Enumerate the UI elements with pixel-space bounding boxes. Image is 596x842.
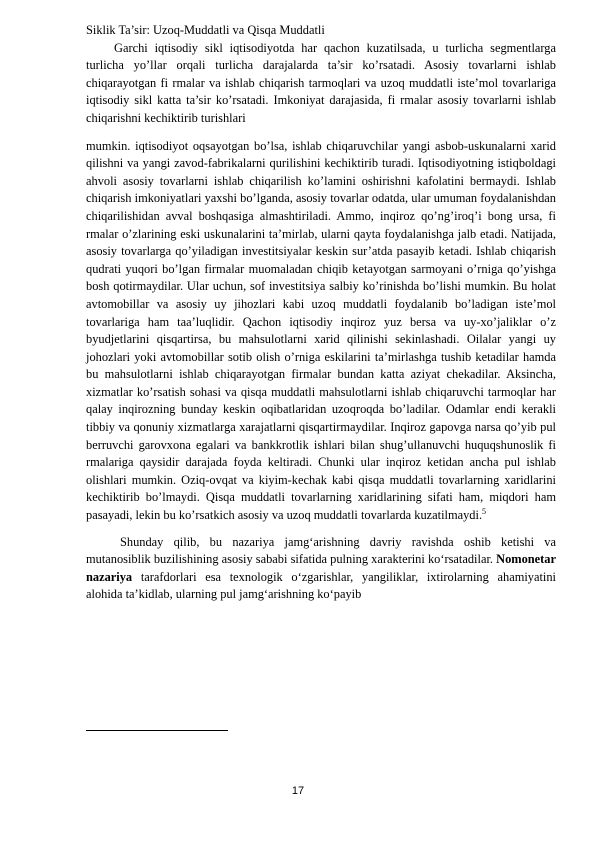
paragraph-3-text-start: Shunday qilib, bu nazariya jamg‘arishning davriy ravishda oshib ketishi va mutanosiblik buzilishining asosiy sababi sifatida pulning xarakterini ko‘rsatadilar. [86, 534, 556, 567]
paragraph-1: Garchi iqtisodiy sikl iqtisodiyotda har qachon kuzatilsada, u turlicha segmentlarga turlicha yo’llar orqali turlicha darajalarda ta’sir ko’rsatadi. Asosiy tovarlarni ishlab chiqarayotgan fi rmalar va ishlab chiqarish tarmoqlari va uzoq muddatli iste’mol tovarlariga iqtisodiy sikl katta ta’sir ko’rsatadi. Imkoniyat darajasida, fi rmalar asosiy tovarlarni ishlab chiqarishni kechiktirib turishlari [86, 40, 556, 125]
paragraph-3 [86, 534, 556, 604]
page-content [86, 22, 556, 604]
section-heading: Siklik Ta’sir: Uzoq-Muddatli va Qisqa Muddatli [86, 23, 325, 37]
paragraph-3-text-end: tarafdorlari esa texnologik o‘zgarishlar, yangiliklar, ixtirolarning ahamiyatini alohida ta’kidlab, ularning pul jamg‘arishning ko‘payib [86, 569, 556, 602]
paragraph-2-text: mumkin. iqtisodiyot oqsayotgan bo’lsa, ishlab chiqaruvchilar yangi asbob-uskunalarni xarid qilishni va yangi zavod-fabrikalarni qurilishini kechiktirib turadi. Iqtisodiyotning istiqboldagi ahvoli asosiy tovarlarni ishlab chiqarilish ko’lamini oshirishni kafolatini bermaydi. Ishlab chiqarish imkoniyatlari yaxshi bo’lganda, asosiy tovarlar odatda, ular umuman foydalanishdan chiqarilishidan avval boshqasiga almashtiriladi. Ammo, inqiroz qo’ng’iroq’i bong ursa, fi rmalar o’zlarining eski uskunalarini ta’mirlab, ularni qayta foydalanishga jalb etadi. Natijada, asosiy tovarlarga qo’yiladigan investitsiyalar keskin sur’atda pasayib ketadi. Ishlab chiqarish qudrati yuqori bo’lgan firmalar muomaladan chiqib ketayotgan sarmoyani o’rniga qo’yishga bosh qotirmaydilar. Ular uchun, sof investitsiya salbiy ko’rinishda bo’lishi mumkin. Bu holat avtomobillar va asosiy uy jihozlari kabi uzoq muddatli foydalanib bo’ladigan iste’mol tovarlariga ham taa’luqlidir. Qachon iqtisodiy inqiroz yuz bersa va uy-xo’jaliklar o’z byudjetlarini qisqartirsa, bu mahsulotlarni xarid qilinishi sekinlashadi. Oilalar yangi uy johozlari yoki avtomobillar sotib olish o’rniga eskilarini ta’mirlashga tushib ketadilar hamda bu mahsulotlarni ishlab chiqarayotgan firmalar bundan katta aziyat chekadilar. Aksincha, xizmatlar ko’rsatish sohasi va qisqa muddatli mahsulotlarni ishlab chiqaruvchi tarmoqlar har qalay inqirozning bunday keskin oqibatlaridan uzoqroqda bo’ladilar. Odamlar endi kerakli tibbiy va qonuniy xizmatlarga xarajatlarni qisqartirmaydilar. Inqiroz gapovga narsa qo’yib pul berruvchi garovxona egalari va bankkrotlik ishlari bilan shug’ullanuvchi huquqshunoslik fi rmalariga qaysidir darajada foyda keltiradi. Chunki ular inqiroz ketidan ancha pul ishlab olishlari mumkin. Oziq-ovqat va kiyim-kechak kabi qisqa muddatli tovarlarning xaridlarini kechiktirib bo’lmaydi. Qisqa muddatli tovarlarning xaridlarining sifati ham, miqdori ham pasayadi, lekin bu ko’rsatkich asosiy va uzoq muddatli tovarlarda kuzatilmaydi. [86, 138, 556, 523]
footnote-reference[interactable]: 5 [482, 506, 487, 516]
paragraph-2 [86, 138, 556, 525]
term-nomonetar-nazariya: Nomonetar nazariya [86, 552, 556, 584]
page-number: 17 [291, 785, 305, 797]
footnote-separator [86, 730, 228, 731]
